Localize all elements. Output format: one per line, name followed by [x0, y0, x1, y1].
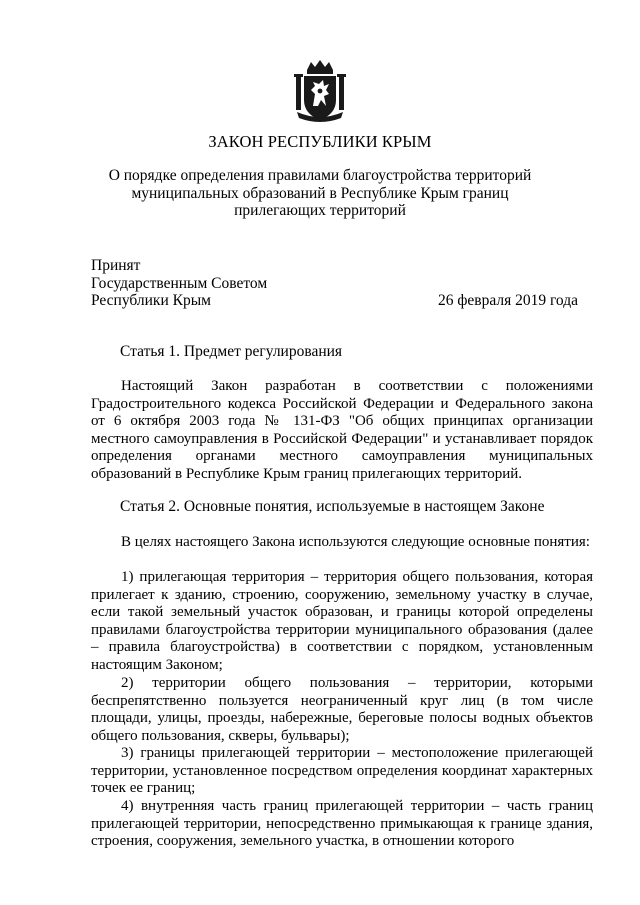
- definition-item: 2) территории общего пользования – территории, которыми беспрепятственно пользуется неограниченный круг лиц (в том числе площади, улицы, проезды, набережные, береговые полосы водных объектов общего пользования, скверы, бульвары);: [91, 675, 593, 744]
- law-subtitle: О порядке определения правилами благоустройства территорий муниципальных образований в Республике Крым границ прилегающих территорий: [108, 167, 532, 219]
- article-1-text: Настоящий Закон разработан в соответствии с положениями Градостроительного кодекса Российской Федерации и Федерального закона от 6 октября 2003 года № 131-ФЗ "Об общих принципах организации местного самоуправления в Российской Федерации" и устанавливает порядок определения органами местного самоуправления муниципальных образований в Республике Крым границ прилегающих территорий.: [91, 378, 593, 482]
- definition-item: 1) прилегающая территория – территория общего пользования, которая прилегает к зданию, строению, сооружению, земельному участку в случае, если такой земельный участок образован, и границы которой определены правилами благоустройства территории муниципального образования (далее – правила благоустройства) в соответствии с порядком, установленным настоящим Законом;: [91, 569, 593, 673]
- article-1-heading: Статья 1. Предмет регулирования: [120, 343, 343, 360]
- adopted-body-line: Государственным Советом: [91, 274, 268, 292]
- adoption-date: 26 февраля 2019 года: [437, 292, 578, 309]
- article-2-heading: Статья 2. Основные понятия, используемые в настоящем Законе: [120, 498, 545, 515]
- law-title: ЗАКОН РЕСПУБЛИКИ КРЫМ: [208, 132, 432, 151]
- article-2-intro: В целях настоящего Закона используются следующие основные понятия:: [121, 534, 590, 550]
- adopted-body-line: Республики Крым: [91, 292, 211, 309]
- adoption-block: [91, 257, 267, 310]
- adopted-label: Принят: [91, 257, 141, 274]
- crimea-coat-of-arms-icon: [293, 60, 347, 124]
- definition-item: 3) границы прилегающей территории – местоположение прилегающей территории, установленное посредством определения координат характерных точек ее границ;: [91, 745, 593, 797]
- definition-item: 4) внутренняя часть границ прилегающей территории – часть границ прилегающей территории, непосредственно примыкающая к границе здания, строения, сооружения, земельного участка, в отношении которого: [91, 798, 593, 850]
